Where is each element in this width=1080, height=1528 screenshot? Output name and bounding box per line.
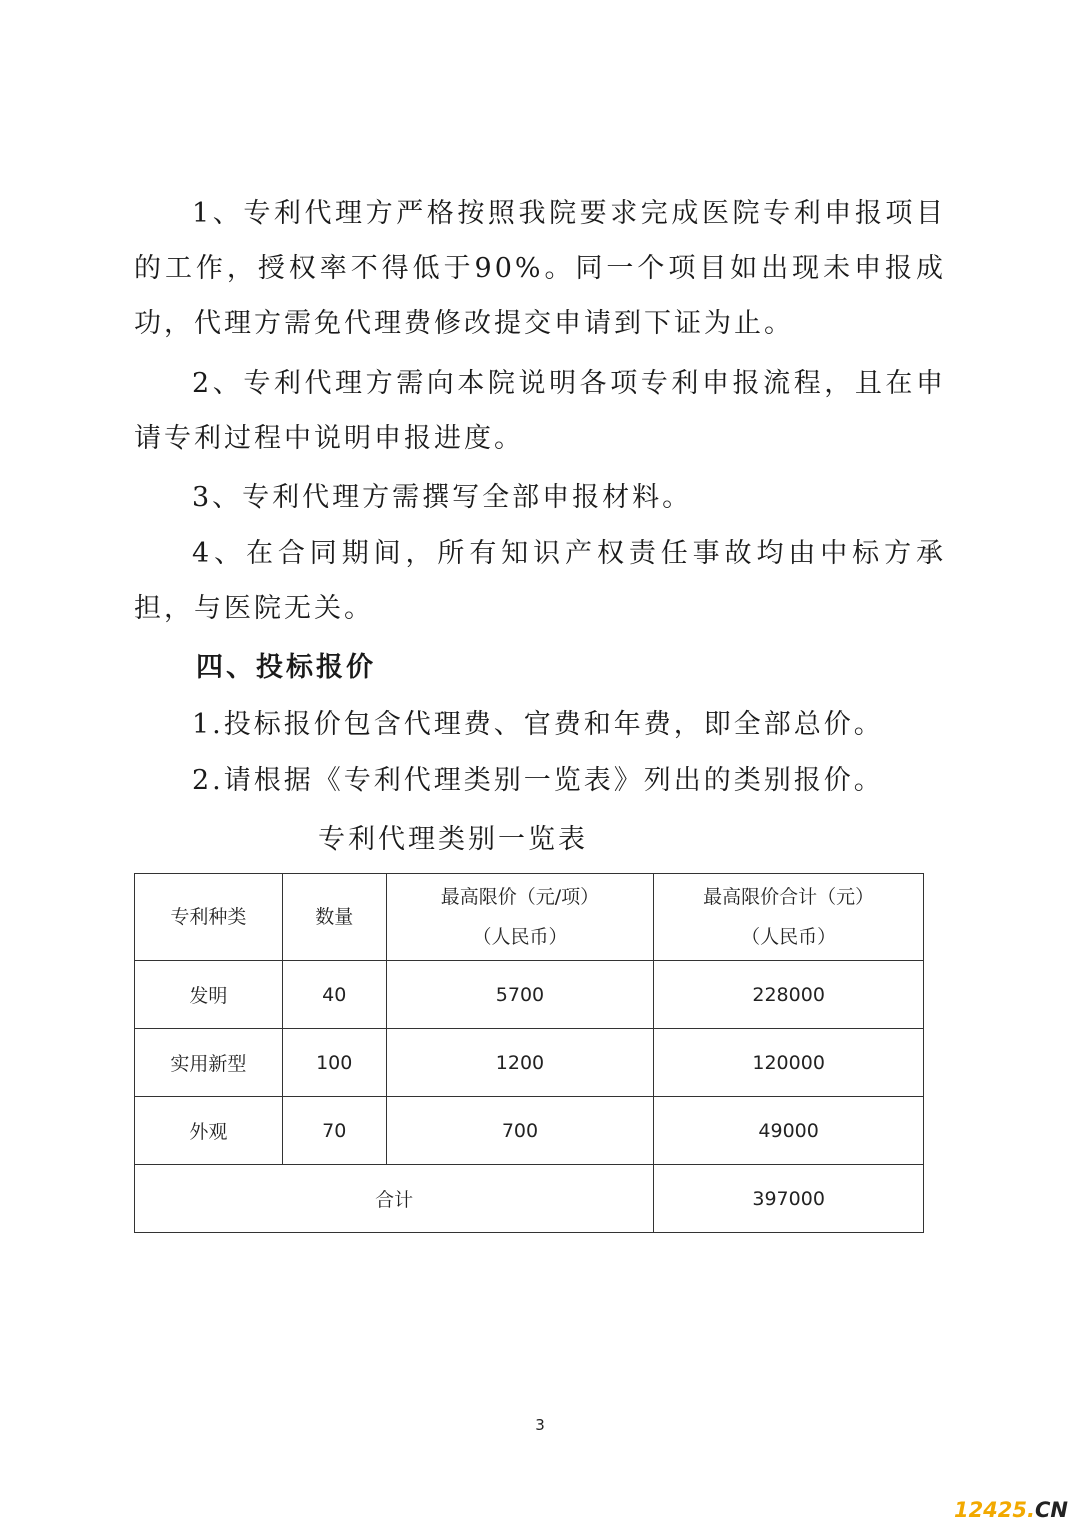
total-label: 合计 [135, 1165, 654, 1233]
paragraph-2: 2、专利代理方需向本院说明各项专利申报流程，且在申请专利过程中说明申报进度。 [134, 368, 946, 454]
cell-max-price: 5700 [386, 961, 654, 1029]
site-watermark-logo [954, 1498, 1068, 1522]
table-header-row [135, 874, 924, 961]
cell-max-price: 700 [386, 1097, 654, 1165]
cell-max-price: 1200 [386, 1029, 654, 1097]
header-max-price-line1: 最高限价（元/项） [440, 886, 600, 908]
pricing-item-2: 2.请根据《专利代理类别一览表》列出的类别报价。 [192, 765, 884, 796]
cell-type: 外观 [135, 1097, 283, 1165]
watermark-number: 12425 [953, 1498, 1028, 1522]
header-max-price [386, 874, 654, 961]
section-heading: 四、投标报价 [196, 652, 376, 683]
cell-quantity: 70 [282, 1097, 386, 1165]
paragraph-1: 1、专利代理方严格按照我院要求完成医院专利申报项目的工作，授权率不得低于90%。同一个项目如出现未申报成功，代理方需免代理费修改提交申请到下证为止。 [134, 198, 946, 339]
cell-max-total: 49000 [654, 1097, 924, 1165]
table-row [135, 1097, 924, 1165]
cell-max-total: 120000 [654, 1029, 924, 1097]
total-value: 397000 [654, 1165, 924, 1233]
header-max-total [654, 874, 924, 961]
watermark-dot: . [1027, 1498, 1035, 1522]
page-number: 3 [535, 1416, 545, 1434]
table-title: 专利代理类别一览表 [318, 824, 588, 855]
header-quantity: 数量 [282, 874, 386, 961]
table-total-row [135, 1165, 924, 1233]
table-row [135, 1029, 924, 1097]
paragraph-4: 4、在合同期间，所有知识产权责任事故均由中标方承担，与医院无关。 [134, 538, 946, 624]
table-row [135, 961, 924, 1029]
cell-quantity: 40 [282, 961, 386, 1029]
pricing-item-1: 1.投标报价包含代理费、官费和年费，即全部总价。 [192, 709, 884, 740]
watermark-suffix: CN [1035, 1498, 1068, 1522]
cell-type: 发明 [135, 961, 283, 1029]
header-max-price-line2: （人民币） [472, 926, 568, 948]
paragraph-3: 3、专利代理方需撰写全部申报材料。 [192, 482, 693, 513]
patent-fee-table [134, 873, 924, 1233]
header-max-total-line1: 最高限价合计（元） [703, 886, 875, 908]
cell-type: 实用新型 [135, 1029, 283, 1097]
header-max-total-line2: （人民币） [741, 926, 837, 948]
cell-quantity: 100 [282, 1029, 386, 1097]
header-type: 专利种类 [135, 874, 283, 961]
cell-max-total: 228000 [654, 961, 924, 1029]
